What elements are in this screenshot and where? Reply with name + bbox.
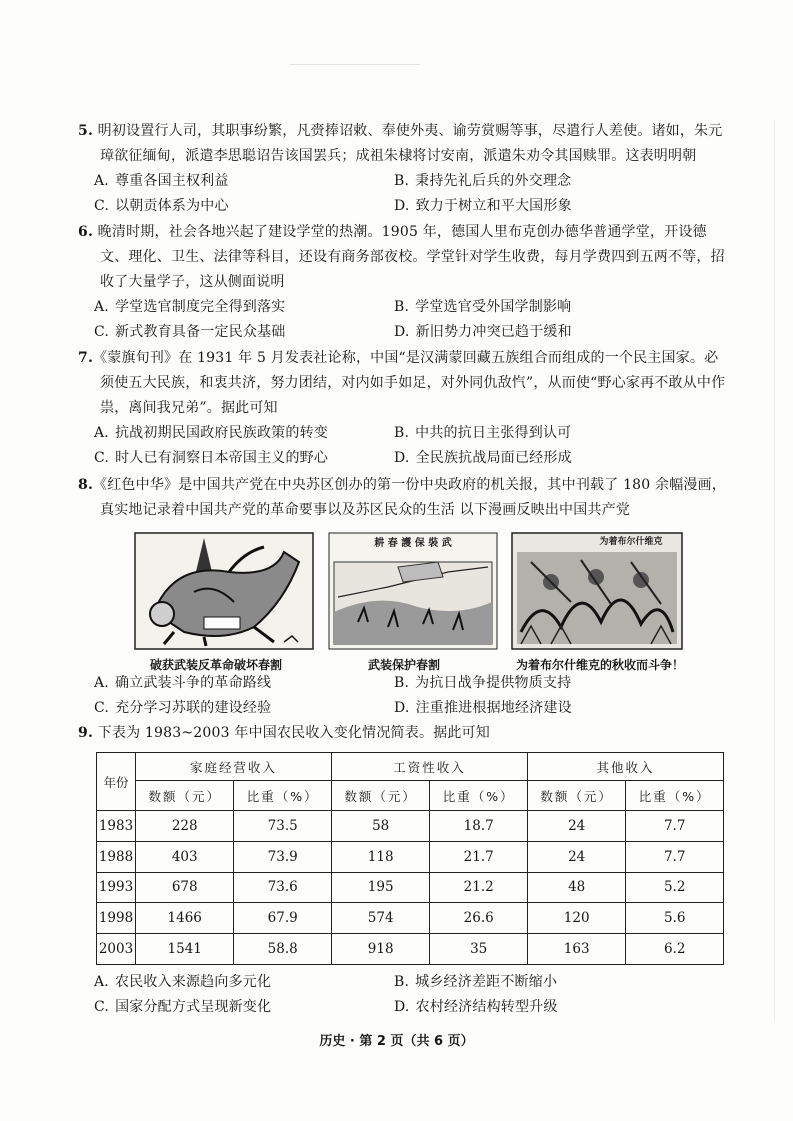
year-cell: 1993: [97, 872, 136, 903]
question-6-stem: [78, 220, 728, 295]
option-a[interactable]: A. 农民收入来源趋向多元化: [94, 974, 272, 990]
subheader-amount: 数额（元）: [136, 781, 234, 811]
svg-text:耕 春 護 保 裝 武: 耕 春 護 保 裝 武: [374, 538, 452, 549]
subheader-share: 比重（%）: [430, 781, 528, 811]
year-cell: 1983: [97, 811, 136, 842]
income-table-body: [97, 811, 724, 965]
option-d[interactable]: D. 注重推进根据地经济建设: [394, 700, 572, 716]
subheader-share: 比重（%）: [234, 781, 332, 811]
question-text: 《蒙旗旬刊》在 1931 年 5 月发表社论称，中国“是汉满蒙回藏五族组合而组成的一个民主国家。必须使五大民族，和衷共济，努力团结，对内如手如足，对外同仇敌忾”，从而使“野心家再不敢从中作祟，离间我兄弟”。据此可知: [93, 350, 726, 416]
option-d[interactable]: D. 新旧势力冲突已趋于缓和: [394, 324, 572, 340]
question-9-options-wrap: [78, 970, 728, 1020]
question-9: [78, 721, 728, 746]
question-number: 6.: [78, 224, 94, 240]
table-cell: 195: [331, 872, 429, 903]
option-d[interactable]: D. 全民族抗战局面已经形成: [394, 450, 572, 466]
table-cell: 35: [430, 934, 528, 965]
table-cell: 163: [527, 934, 625, 965]
subheader-amount: 数额（元）: [527, 781, 625, 811]
table-cell: 7.7: [626, 841, 724, 872]
question-8-stem: [78, 473, 728, 523]
page-footer: 历史 · 第 2 页（共 6 页）: [319, 1034, 474, 1049]
subheader-share: 比重（%）: [626, 781, 724, 811]
question-5-options: [78, 169, 728, 219]
table-row: [97, 811, 724, 842]
table-cell: 7.7: [626, 811, 724, 842]
table-cell: 67.9: [234, 903, 332, 934]
cartoon-strip: [128, 532, 688, 672]
table-cell: 48: [527, 872, 625, 903]
table-cell: 120: [527, 903, 625, 934]
income-table: [96, 752, 724, 965]
table-cell: 58.8: [234, 934, 332, 965]
question-8: [78, 473, 728, 523]
option-b[interactable]: B. 为抗日战争提供物质支持: [394, 675, 572, 691]
question-number: 9.: [78, 725, 94, 741]
option-b[interactable]: B. 学堂选官受外国学制影响: [394, 299, 572, 315]
question-7-stem: [78, 346, 728, 421]
option-b[interactable]: B. 秉持先礼后兵的外交理念: [394, 173, 572, 189]
group-header-other: 其他收入: [527, 753, 723, 781]
option-b[interactable]: B. 中共的抗日主张得到认可: [394, 425, 572, 441]
table-cell: 5.6: [626, 903, 724, 934]
table-row: [97, 934, 724, 965]
table-row: [97, 872, 724, 903]
header-hairline: [290, 64, 420, 65]
question-7-options: [78, 421, 728, 471]
table-cell: 118: [331, 841, 429, 872]
year-header: 年份: [97, 753, 136, 811]
question-text: 下表为 1983~2003 年中国农民收入变化情况简表。据此可知: [97, 725, 490, 741]
cartoon-armed-protection-image: [328, 532, 498, 650]
question-text: 明初设置行人司，其职事纷繁，凡赍捧诏敕、奉使外夷、谕劳赏赐等事，尽遣行人差使。诸如，朱元璋欲征缅甸，派遣李思聪诏告该国罢兵；成祖朱棣将讨安南，派遣朱劝令其国赎罪。这表明明朝: [97, 123, 723, 164]
question-8-options-wrap: [78, 671, 728, 721]
table-cell: 73.9: [234, 841, 332, 872]
table-cell: 24: [527, 841, 625, 872]
table-cell: 228: [136, 811, 234, 842]
option-c[interactable]: C. 国家分配方式呈现新变化: [94, 999, 272, 1015]
question-6-options: [78, 295, 728, 345]
option-d[interactable]: D. 农村经济结构转型升级: [394, 999, 558, 1015]
table-cell: 918: [331, 934, 429, 965]
option-a[interactable]: A. 学堂选官制度完全得到落实: [94, 299, 286, 315]
question-number: 7.: [78, 350, 94, 366]
cartoon-armed-counterrevolution-image: [134, 532, 314, 650]
svg-text:为着布尔什维克: 为着布尔什维克: [599, 537, 663, 547]
table-cell: 574: [331, 903, 429, 934]
table-cell: 73.6: [234, 872, 332, 903]
table-row: [97, 841, 724, 872]
table-cell: 678: [136, 872, 234, 903]
table-cell: 18.7: [430, 811, 528, 842]
question-9-options: [78, 970, 728, 1020]
question-number: 5.: [78, 123, 94, 139]
question-8-options: [78, 671, 728, 721]
option-c[interactable]: C. 时人已有洞察日本帝国主义的野心: [94, 450, 329, 466]
table-cell: 1541: [136, 934, 234, 965]
option-a[interactable]: A. 抗战初期民国政府民族政策的转变: [94, 425, 328, 441]
table-cell: 21.7: [430, 841, 528, 872]
year-cell: 1988: [97, 841, 136, 872]
cartoon-bolshevik-harvest-image: [511, 532, 683, 650]
option-a[interactable]: A. 尊重各国主权利益: [94, 173, 229, 189]
table-cell: 1466: [136, 903, 234, 934]
table-cell: 26.6: [430, 903, 528, 934]
question-9-stem: [78, 721, 728, 746]
subheader-amount: 数额（元）: [331, 781, 429, 811]
table-cell: 5.2: [626, 872, 724, 903]
group-header-household: 家庭经营收入: [136, 753, 332, 781]
table-cell: 6.2: [626, 934, 724, 965]
cartoon-3-caption: 为着布尔什维克的秋收而斗争！: [516, 658, 685, 672]
question-text: 晚清时期，社会各地兴起了建设学堂的热潮。1905 年，德国人里布克创办德华普通学堂，开设德文、理化、卫生、法律等科目，还设有商务部夜校。学堂针对学生收费，每月学费四到五两不等，招收了大量学子，这从侧面说明: [97, 224, 725, 290]
option-c[interactable]: C. 新式教育具备一定民众基础: [94, 324, 286, 340]
question-7: [78, 346, 728, 471]
table-cell: 24: [527, 811, 625, 842]
table-cell: 73.5: [234, 811, 332, 842]
question-5-stem: [78, 119, 728, 169]
option-d[interactable]: D. 致力于树立和平大国形象: [394, 198, 572, 214]
question-number: 8.: [78, 477, 94, 493]
question-text: 《红色中华》是中国共产党在中央苏区创办的第一份中央政府的机关报，其中刊载了 180 余幅漫画，真实地记录着中国共产党的革命要事以及苏区民众的生活 以下漫画反映出中国共产党: [93, 477, 727, 518]
table-cell: 21.2: [430, 872, 528, 903]
year-cell: 1998: [97, 903, 136, 934]
table-row: [97, 903, 724, 934]
table-cell: 58: [331, 811, 429, 842]
question-6: [78, 220, 728, 345]
option-c[interactable]: C. 充分学习苏联的建设经验: [94, 700, 272, 716]
option-b[interactable]: B. 城乡经济差距不断缩小: [394, 974, 558, 990]
scan-edge: [774, 120, 775, 1020]
option-c[interactable]: C. 以朝贡体系为中心: [94, 198, 229, 214]
question-5: [78, 119, 728, 219]
option-a[interactable]: A. 确立武装斗争的革命路线: [94, 675, 272, 691]
cartoon-2-caption: 武装保护春割: [368, 658, 441, 672]
year-cell: 2003: [97, 934, 136, 965]
group-header-wage: 工资性收入: [331, 753, 527, 781]
table-cell: 403: [136, 841, 234, 872]
cartoon-1-caption: 破获武装反革命破坏春割: [150, 658, 283, 672]
